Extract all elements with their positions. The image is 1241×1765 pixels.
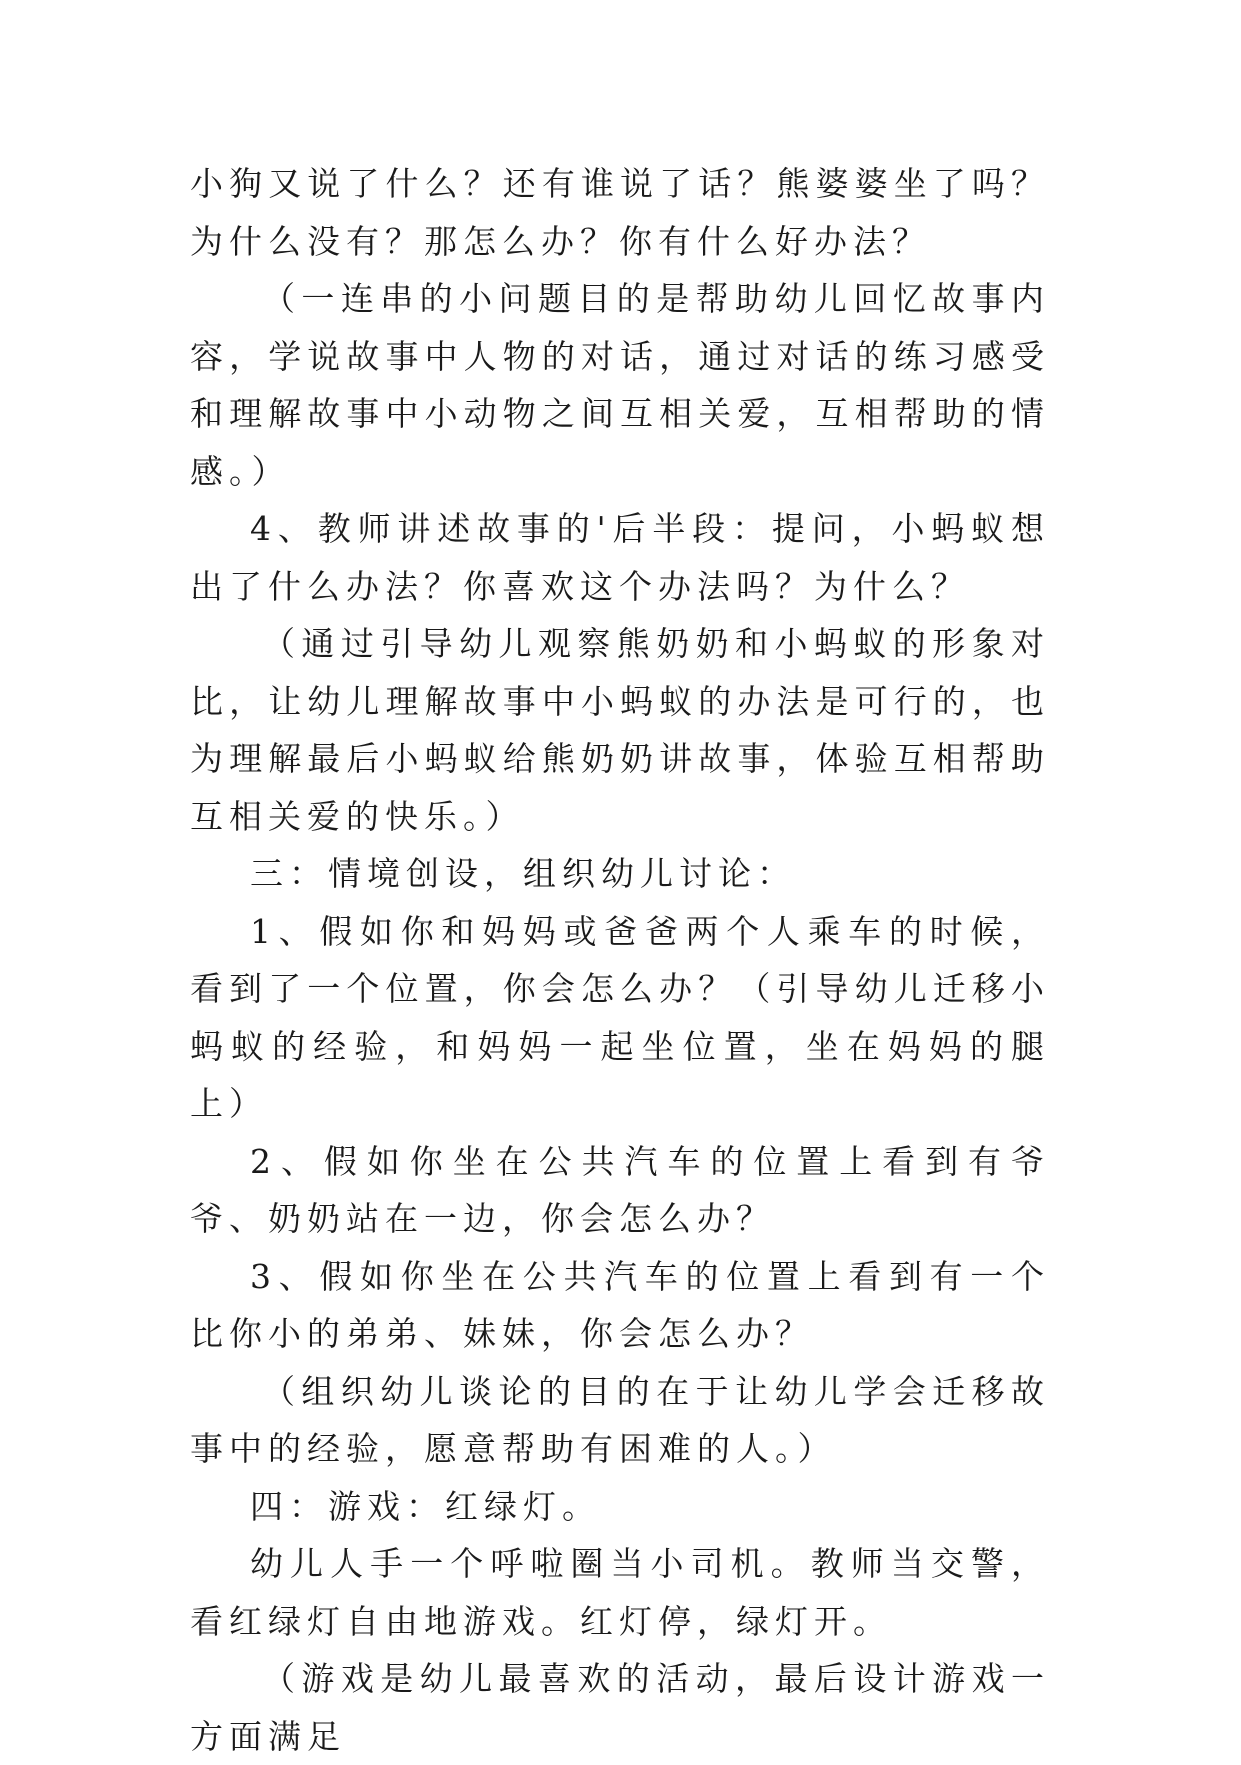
- paragraph: （一连串的小问题目的是帮助幼儿回忆故事内容，学说故事中人物的对话，通过对话的练习感受和理解故事中小动物之间互相关爱，互相帮助的情感。）: [190, 279, 1050, 491]
- paragraph: 1、假如你和妈妈或爸爸两个人乘车的时候，看到了一个位置，你会怎么办？（引导幼儿迁移小蚂蚁的经验，和妈妈一起坐位置，坐在妈妈的腿上）: [190, 911, 1050, 1123]
- paragraph: （组织幼儿谈论的目的在于让幼儿学会迁移故事中的经验，愿意帮助有困难的人。）: [190, 1371, 1050, 1468]
- paragraph: 4、教师讲述故事的'后半段：提问，小蚂蚁想出了什么办法？你喜欢这个办法吗？为什么？: [190, 509, 1050, 606]
- document-body: [190, 155, 1050, 1765]
- paragraph: （通过引导幼儿观察熊奶奶和小蚂蚁的形象对比，让幼儿理解故事中小蚂蚁的办法是可行的，也为理解最后小蚂蚁给熊奶奶讲故事，体验互相帮助互相关爱的快乐。）: [190, 624, 1050, 836]
- paragraph: 3、假如你坐在公共汽车的位置上看到有一个比你小的弟弟、妹妹，你会怎么办？: [190, 1256, 1050, 1353]
- paragraph: （游戏是幼儿最喜欢的活动，最后设计游戏一方面满足: [190, 1659, 1050, 1756]
- paragraph: 幼儿人手一个呼啦圈当小司机。教师当交警，看红绿灯自由地游戏。红灯停，绿灯开。: [190, 1544, 1050, 1641]
- section-heading: 三：情境创设，组织幼儿讨论：: [250, 854, 796, 893]
- paragraph: 2、假如你坐在公共汽车的位置上看到有爷爷、奶奶站在一边，你会怎么办？: [190, 1141, 1050, 1238]
- section-heading: 四：游戏：红绿灯。: [250, 1486, 601, 1526]
- paragraph: 小狗又说了什么？还有谁说了话？熊婆婆坐了吗？为什么没有？那怎么办？你有什么好办法？: [190, 164, 1050, 261]
